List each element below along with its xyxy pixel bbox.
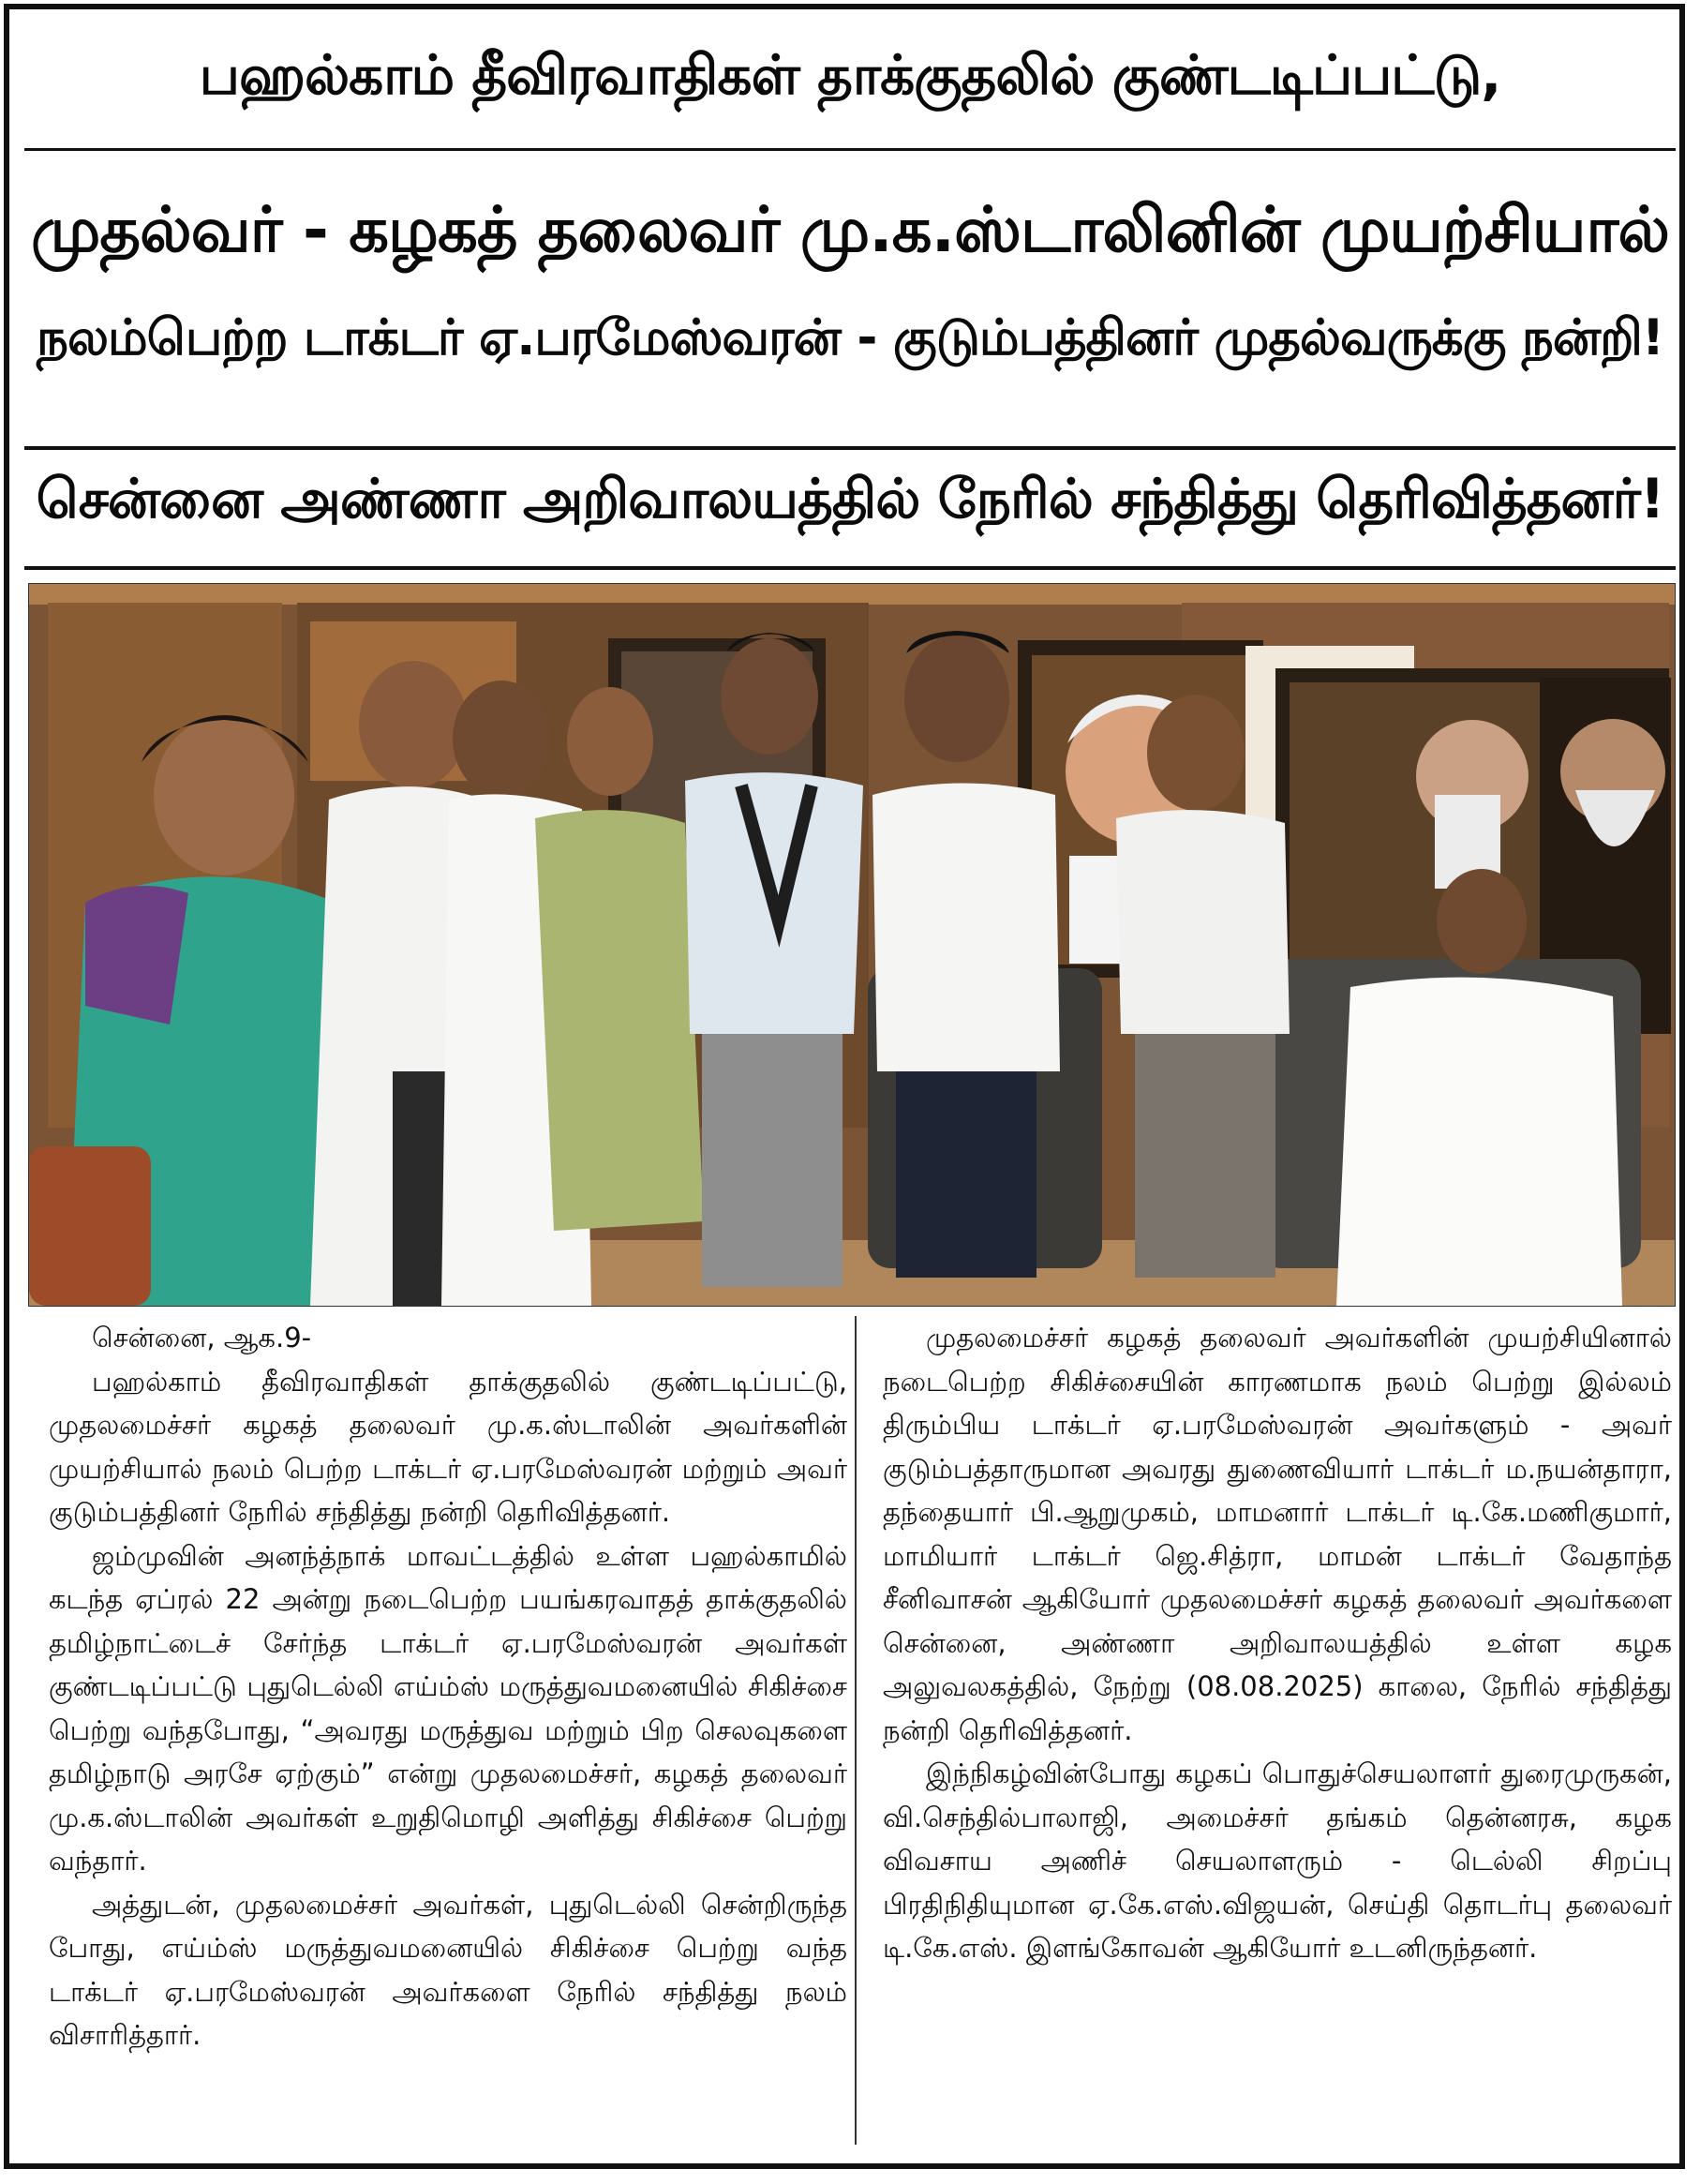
article-column-right <box>883 1316 1672 1970</box>
article-dateline: சென்னை, ஆக.9- <box>92 1322 312 1354</box>
article-column-left <box>49 1316 847 2057</box>
group-photo-illustration <box>29 584 1675 1306</box>
column-divider <box>855 1316 857 2145</box>
subhead-divider-bottom <box>24 566 1676 570</box>
headline-line-3: நலம்பெற்ற டாக்டர் ஏ.பரமேஸ்வரன் - குடும்பத்தினர் முதல்வருக்கு நன்றி! <box>36 309 1664 366</box>
article-paragraph: முதலமைச்சர் கழகத் தலைவர் அவர்களின் முயற்சியினால் நடைபெற்ற சிகிச்சையின் காரணமாக நலம் பெற்று இல்லம் திரும்பிய டாக்டர் ஏ.பரமேஸ்வரன் அவர்களும் - அவர் குடும்பத்தாருமான அவரது துணைவியார் டாக்டர் ம.நயன்தாரா, தந்தையார் பி.ஆறுமுகம், மாமனார் டாக்டர் டி.கே.மணிகுமார், மாமியார் டாக்டர் ஜெ.சித்ரா, மாமன் டாக்டர் வேதாந்த சீனிவாசன் ஆகியோர் முதலமைச்சர் கழகத் தலைவர் அவர்களை சென்னை, அண்ணா அறிவாலயத்தில் உள்ள கழக அலுவலகத்தில், நேற்று (08.08.2025) காலை, நேரில் சந்தித்து நன்றி தெரிவித்தனர். <box>883 1322 1672 1746</box>
headline-line-1: பஹல்காம் தீவிரவாதிகள் தாக்குதலில் குண்டடிப்பட்டு, <box>199 43 1501 107</box>
subheadline: சென்னை அண்ணா அறிவாலயத்தில் நேரில் சந்தித்து தெரிவித்தனர்! <box>36 467 1664 531</box>
article-paragraph: அத்துடன், முதலமைச்சர் அவர்கள், புதுடெல்லி சென்றிருந்த போது, எய்ம்ஸ் மருத்துவமனையில் சிகிச்சை பெற்று வந்த டாக்டர் ஏ.பரமேஸ்வரன் அவர்களை நேரில் சந்தித்து நலம் விசாரித்தார். <box>49 1888 847 2051</box>
headline-line-2: முதல்வர் - கழகத் தலைவர் மு.க.ஸ்டாலினின் முயற்சியால் <box>30 193 1670 266</box>
article-paragraph: பஹல்காம் தீவிரவாதிகள் தாக்குதலில் குண்டடிப்பட்டு, முதலமைச்சர் கழகத் தலைவர் மு.க.ஸ்டாலின் அவர்களின் முயற்சியால் நலம் பெற்ற டாக்டர் ஏ.பரமேஸ்வரன் மற்றும் அவர் குடும்பத்தினர் நேரில் சந்தித்து நன்றி தெரிவித்தனர். <box>49 1365 847 1528</box>
article-paragraph: இந்நிகழ்வின்போது கழகப் பொதுச்செயலாளர் துரைமுருகன், வி.செந்தில்பாலாஜி, அமைச்சர் தங்கம் தென்னரசு, கழக விவசாய அணிச் செயலாளரும் - டெல்லி சிறப்பு பிரதிநிதியுமான ஏ.கே.எஸ்.விஜயன், செய்தி தொடர்பு தலைவர் டி.கே.எஸ். இளங்கோவன் ஆகியோர் உடனிருந்தனர். <box>883 1758 1672 1964</box>
subhead-divider-top <box>24 446 1676 450</box>
news-photo <box>28 583 1676 1307</box>
article-paragraph: ஜம்முவின் அனந்த்நாக் மாவட்டத்தில் உள்ள பஹல்காமில் கடந்த ஏப்ரல் 22 அன்று நடைபெற்ற பயங்கரவாதத் தாக்குதலில் தமிழ்நாட்டைச் சேர்ந்த டாக்டர் ஏ.பரமேஸ்வரன் அவர்கள் குண்டடிப்பட்டு புதுடெல்லி எய்ம்ஸ் மருத்துவமனையில் சிகிச்சை பெற்று வந்தபோது, “அவரது மருத்துவ மற்றும் பிற செலவுகளை தமிழ்நாடு அரசே ஏற்கும்” என்று முதலமைச்சர், கழகத் தலைவர் மு.க.ஸ்டாலின் அவர்கள் உறுதிமொழி அளித்து சிகிச்சை பெற்று வந்தார். <box>49 1539 847 1877</box>
headline-divider <box>24 148 1676 151</box>
